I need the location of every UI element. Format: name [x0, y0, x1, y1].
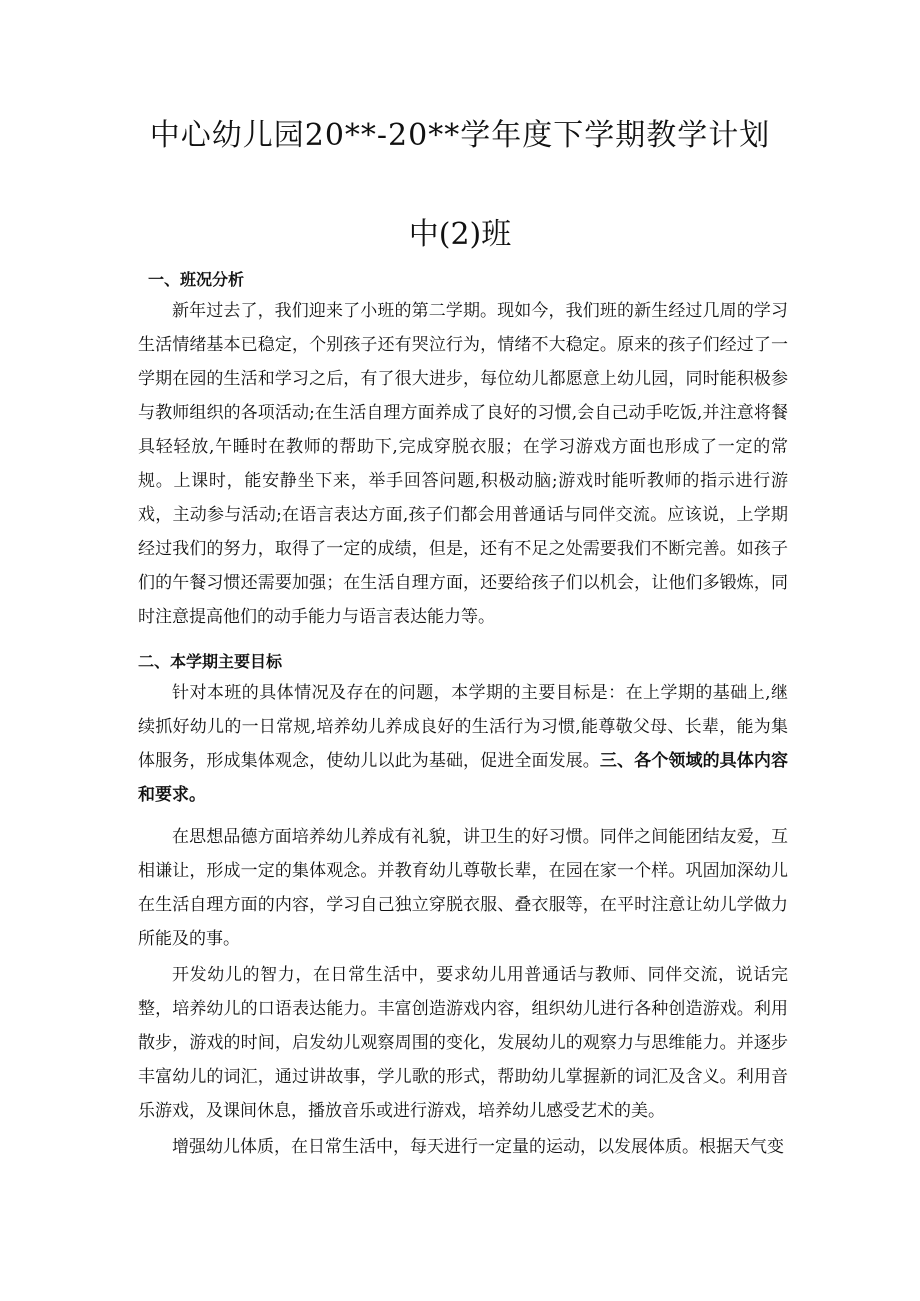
class-name: 中(2)班 — [408, 217, 512, 252]
section-heading-domain-content: 三、各个领域的具体内容和要求。 — [138, 751, 789, 805]
paragraph-moral-education: 在思想品德方面培养幼儿养成有礼貌，讲卫生的好习惯。同伴之间能团结友爱，互相谦让，形成一定的集体观念。并教育幼儿尊敬长辈，在园在家一个样。巩固加深幼儿在生活自理方面的内容，学习自己独立穿脱衣服、叠衣服等，在平时注意让幼儿学做力所能及的事。 — [138, 827, 788, 949]
document-title: 中心幼儿园20**-20**学年度下学期教学计划 — [149, 118, 771, 153]
paragraph-class-analysis: 新年过去了，我们迎来了小班的第二学期。现如今，我们班的新生经过几周的学习生活情绪基本已稳定，个别孩子还有哭泣行为，情绪不大稳定。原来的孩子们经过了一学期在园的生活和学习之后，有了很大进步，每位幼儿都愿意上幼儿园，同时能积极参与教师组织的各项活动;在生活自理方面养成了良好的习惯,会自己动手吃饭,并注意将餐具轻轻放,午睡时在教师的帮助下,完成穿脱衣服；在学习游戏方面也形成了一定的常规。上课时，能安静坐下来，举手回答问题,积极动脑;游戏时能听教师的指示进行游戏，主动参与活动;在语言表达方面,孩子们都会用普通话与同伴交流。应该说，上学期经过我们的努力，取得了一定的成绩，但是，还有不足之处需要我们不断完善。如孩子们的午餐习惯还需要加强；在生活自理方面，还要给孩子们以机会，让他们多锻炼，同时注意提高他们的动手能力与语言表达能力等。 — [138, 301, 788, 627]
paragraph-physical-development: 增强幼儿体质，在日常生活中，每天进行一定量的运动，以发展体质。根据天气变 — [172, 1137, 784, 1157]
section-heading-class-analysis: 一、班况分析 — [148, 270, 245, 289]
paragraph-main-goals — [138, 676, 788, 812]
paragraph-main-goals-text: 针对本班的具体情况及存在的问题，本学期的主要目标是：在上学期的基础上,继续抓好幼儿的一日常规,培养幼儿养成良好的生活行为习惯,能尊敬父母、长辈，能为集体服务，形成集体观念，使幼儿以此为基础，促进全面发展。 — [138, 683, 788, 771]
paragraph-intellectual-development: 开发幼儿的智力，在日常生活中，要求幼儿用普通话与教师、同伴交流，说话完整，培养幼儿的口语表达能力。丰富创造游戏内容，组织幼儿进行各种创造游戏。利用散步，游戏的时间，启发幼儿观察周围的变化，发展幼儿的观察力与思维能力。并逐步丰富幼儿的词汇，通过讲故事，学儿歌的形式，帮助幼儿掌握新的词汇及含义。利用音乐游戏，及课间休息，播放音乐或进行游戏，培养幼儿感受艺术的美。 — [138, 965, 788, 1121]
section-heading-main-goals: 二、本学期主要目标 — [138, 652, 283, 671]
